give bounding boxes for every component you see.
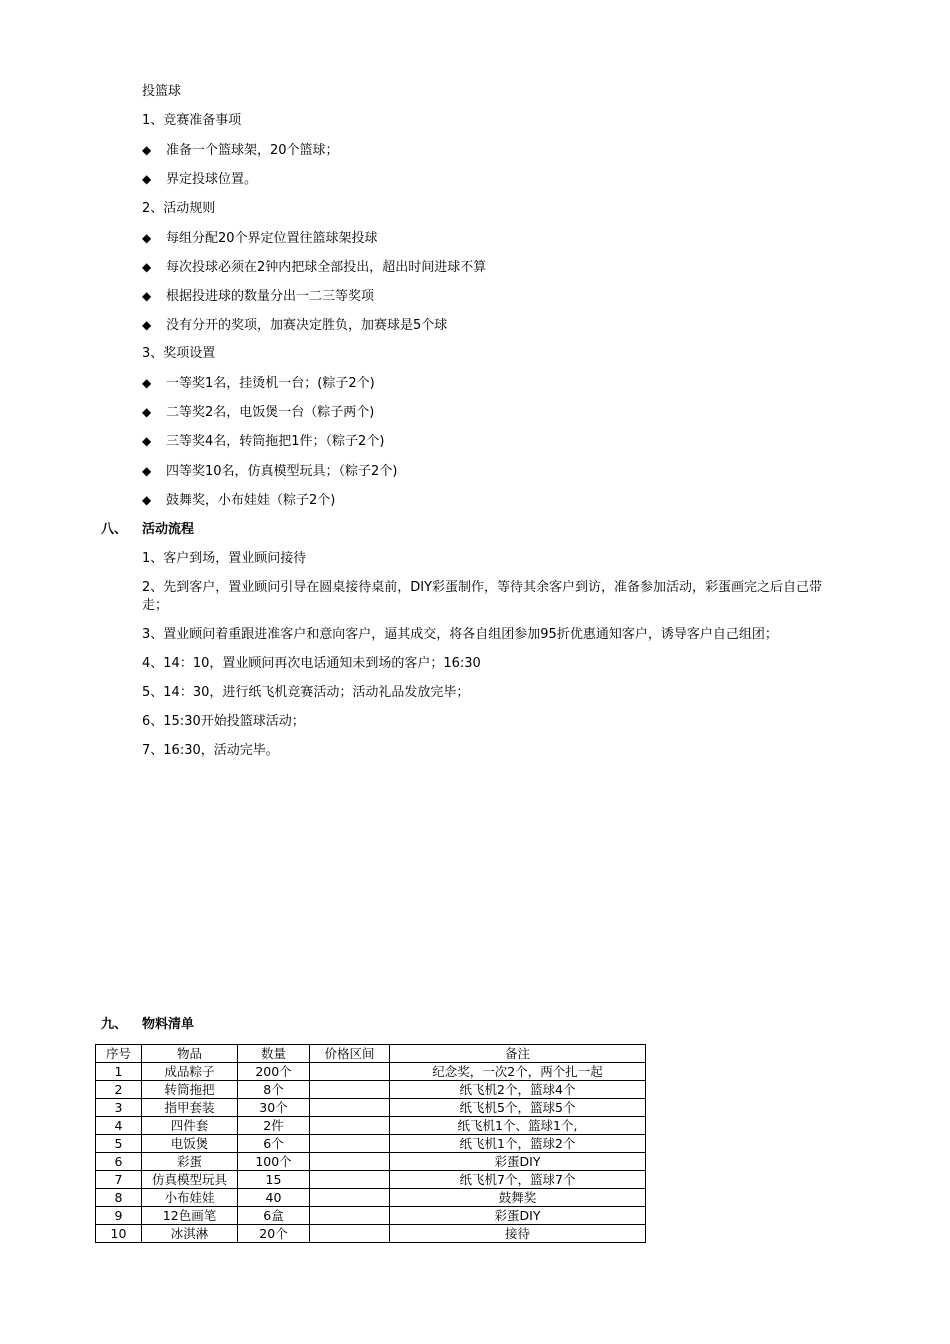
item-name-cell: 小布娃娃 — [142, 1189, 238, 1207]
table-row — [96, 1153, 646, 1171]
quantity-cell: 8个 — [238, 1081, 310, 1099]
row-number-cell: 10 — [96, 1225, 142, 1243]
black-diamond-icon: ◆ — [142, 376, 152, 390]
remark-cell: 纸飞机7个，篮球7个 — [390, 1171, 646, 1189]
item-name-cell: 彩蛋 — [142, 1153, 238, 1171]
remark-cell: 彩蛋DIY — [390, 1207, 646, 1225]
quantity-cell: 20个 — [238, 1225, 310, 1243]
quantity-cell: 2件 — [238, 1117, 310, 1135]
remark-cell: 纸飞机5个，篮球5个 — [390, 1099, 646, 1117]
row-number-cell: 1 — [96, 1063, 142, 1081]
prizes-heading: 3、奖项设置 — [142, 346, 216, 361]
remark-cell: 纸飞机2个，篮球4个 — [390, 1081, 646, 1099]
rules-heading: 2、活动规则 — [142, 201, 216, 216]
row-number-cell: 8 — [96, 1189, 142, 1207]
process-step: 2、先到客户，置业顾问引导在圆桌接待桌前，DIY彩蛋制作，等待其余客户到访，准备参加活动，彩蛋画完之后自己带走； — [142, 580, 823, 613]
remark-cell: 纪念奖，一次2个，两个扎一起 — [390, 1063, 646, 1081]
process-step: 1、客户到场，置业顾问接待 — [142, 551, 307, 566]
table-row — [96, 1099, 646, 1117]
black-diamond-icon: ◆ — [142, 231, 152, 245]
column-header: 价格区间 — [310, 1045, 390, 1063]
item-name-cell: 冰淇淋 — [142, 1225, 238, 1243]
list-item: ◆ 界定投球位置。 — [142, 172, 258, 187]
process-step: 6、15:30开始投篮球活动； — [142, 714, 305, 729]
list-item: ◆ 二等奖2名，电饭煲一台（粽子两个) — [142, 405, 375, 420]
table-row — [96, 1063, 646, 1081]
row-number-cell: 4 — [96, 1117, 142, 1135]
list-item: ◆ 鼓舞奖，小布娃娃（粽子2个) — [142, 493, 336, 508]
item-name-cell: 四件套 — [142, 1117, 238, 1135]
item-name-cell: 12色画笔 — [142, 1207, 238, 1225]
row-number-cell: 6 — [96, 1153, 142, 1171]
remark-cell: 接待 — [390, 1225, 646, 1243]
remark-cell: 鼓舞奖 — [390, 1189, 646, 1207]
quantity-cell: 6个 — [238, 1135, 310, 1153]
prep-heading: 1、竞赛准备事项 — [142, 113, 242, 128]
price-range-cell — [310, 1081, 390, 1099]
black-diamond-icon: ◆ — [142, 289, 152, 303]
remark-cell: 纸飞机1个、篮球1个, — [390, 1117, 646, 1135]
quantity-cell: 100个 — [238, 1153, 310, 1171]
table-row — [96, 1207, 646, 1225]
price-range-cell — [310, 1135, 390, 1153]
price-range-cell — [310, 1189, 390, 1207]
list-item: ◆ 四等奖10名，仿真模型玩具；（粽子2个) — [142, 464, 398, 479]
section-title-basketball: 投篮球 — [142, 84, 182, 99]
process-step: 7、16:30，活动完毕。 — [142, 743, 279, 758]
table-row — [96, 1225, 646, 1243]
item-name-cell: 指甲套装 — [142, 1099, 238, 1117]
list-item: ◆ 一等奖1名，挂烫机一台；(粽子2个) — [142, 376, 375, 391]
column-header: 数量 — [238, 1045, 310, 1063]
process-step: 3、置业顾问着重跟进准客户和意向客户，逼其成交，将各自组团参加95折优惠通知客户，诱导客户自己组团； — [142, 627, 778, 642]
list-item: ◆ 准备一个篮球架，20个篮球； — [142, 143, 339, 158]
materials-table — [95, 1044, 646, 1243]
list-item: ◆ 三等奖4名，转筒拖把1件；（粽子2个) — [142, 434, 385, 449]
black-diamond-icon: ◆ — [142, 143, 152, 157]
row-number-cell: 2 — [96, 1081, 142, 1099]
price-range-cell — [310, 1171, 390, 1189]
section-heading-materials: 九、 物料清单 — [101, 1017, 195, 1032]
quantity-cell: 6盒 — [238, 1207, 310, 1225]
price-range-cell — [310, 1099, 390, 1117]
row-number-cell: 5 — [96, 1135, 142, 1153]
black-diamond-icon: ◆ — [142, 434, 152, 448]
row-number-cell: 7 — [96, 1171, 142, 1189]
column-header: 序号 — [96, 1045, 142, 1063]
remark-cell: 纸飞机1个，篮球2个 — [390, 1135, 646, 1153]
list-item: ◆ 每组分配20个界定位置往篮球架投球 — [142, 231, 378, 246]
process-step: 4、14：10，置业顾问再次电话通知未到场的客户；16:30 — [142, 656, 481, 671]
price-range-cell — [310, 1207, 390, 1225]
black-diamond-icon: ◆ — [142, 318, 152, 332]
quantity-cell: 200个 — [238, 1063, 310, 1081]
item-name-cell: 仿真模型玩具 — [142, 1171, 238, 1189]
table-row — [96, 1189, 646, 1207]
table-header-row — [96, 1045, 646, 1063]
table-row — [96, 1117, 646, 1135]
section-heading-process: 八、 活动流程 — [101, 522, 195, 537]
quantity-cell: 40 — [238, 1189, 310, 1207]
remark-cell: 彩蛋DIY — [390, 1153, 646, 1171]
black-diamond-icon: ◆ — [142, 493, 152, 507]
price-range-cell — [310, 1063, 390, 1081]
row-number-cell: 3 — [96, 1099, 142, 1117]
table-row — [96, 1135, 646, 1153]
process-step: 5、14：30，进行纸飞机竞赛活动；活动礼品发放完毕； — [142, 685, 470, 700]
row-number-cell: 9 — [96, 1207, 142, 1225]
item-name-cell: 成品粽子 — [142, 1063, 238, 1081]
list-item: ◆ 没有分开的奖项，加赛决定胜负，加赛球是5个球 — [142, 318, 448, 333]
price-range-cell — [310, 1153, 390, 1171]
price-range-cell — [310, 1117, 390, 1135]
black-diamond-icon: ◆ — [142, 405, 152, 419]
black-diamond-icon: ◆ — [142, 464, 152, 478]
black-diamond-icon: ◆ — [142, 172, 152, 186]
quantity-cell: 15 — [238, 1171, 310, 1189]
price-range-cell — [310, 1225, 390, 1243]
list-item: ◆ 每次投球必须在2钟内把球全部投出，超出时间进球不算 — [142, 260, 487, 275]
column-header: 物品 — [142, 1045, 238, 1063]
list-item: ◆ 根据投进球的数量分出一二三等奖项 — [142, 289, 375, 304]
black-diamond-icon: ◆ — [142, 260, 152, 274]
quantity-cell: 30个 — [238, 1099, 310, 1117]
item-name-cell: 电饭煲 — [142, 1135, 238, 1153]
column-header: 备注 — [390, 1045, 646, 1063]
item-name-cell: 转筒拖把 — [142, 1081, 238, 1099]
table-row — [96, 1081, 646, 1099]
table-row — [96, 1171, 646, 1189]
